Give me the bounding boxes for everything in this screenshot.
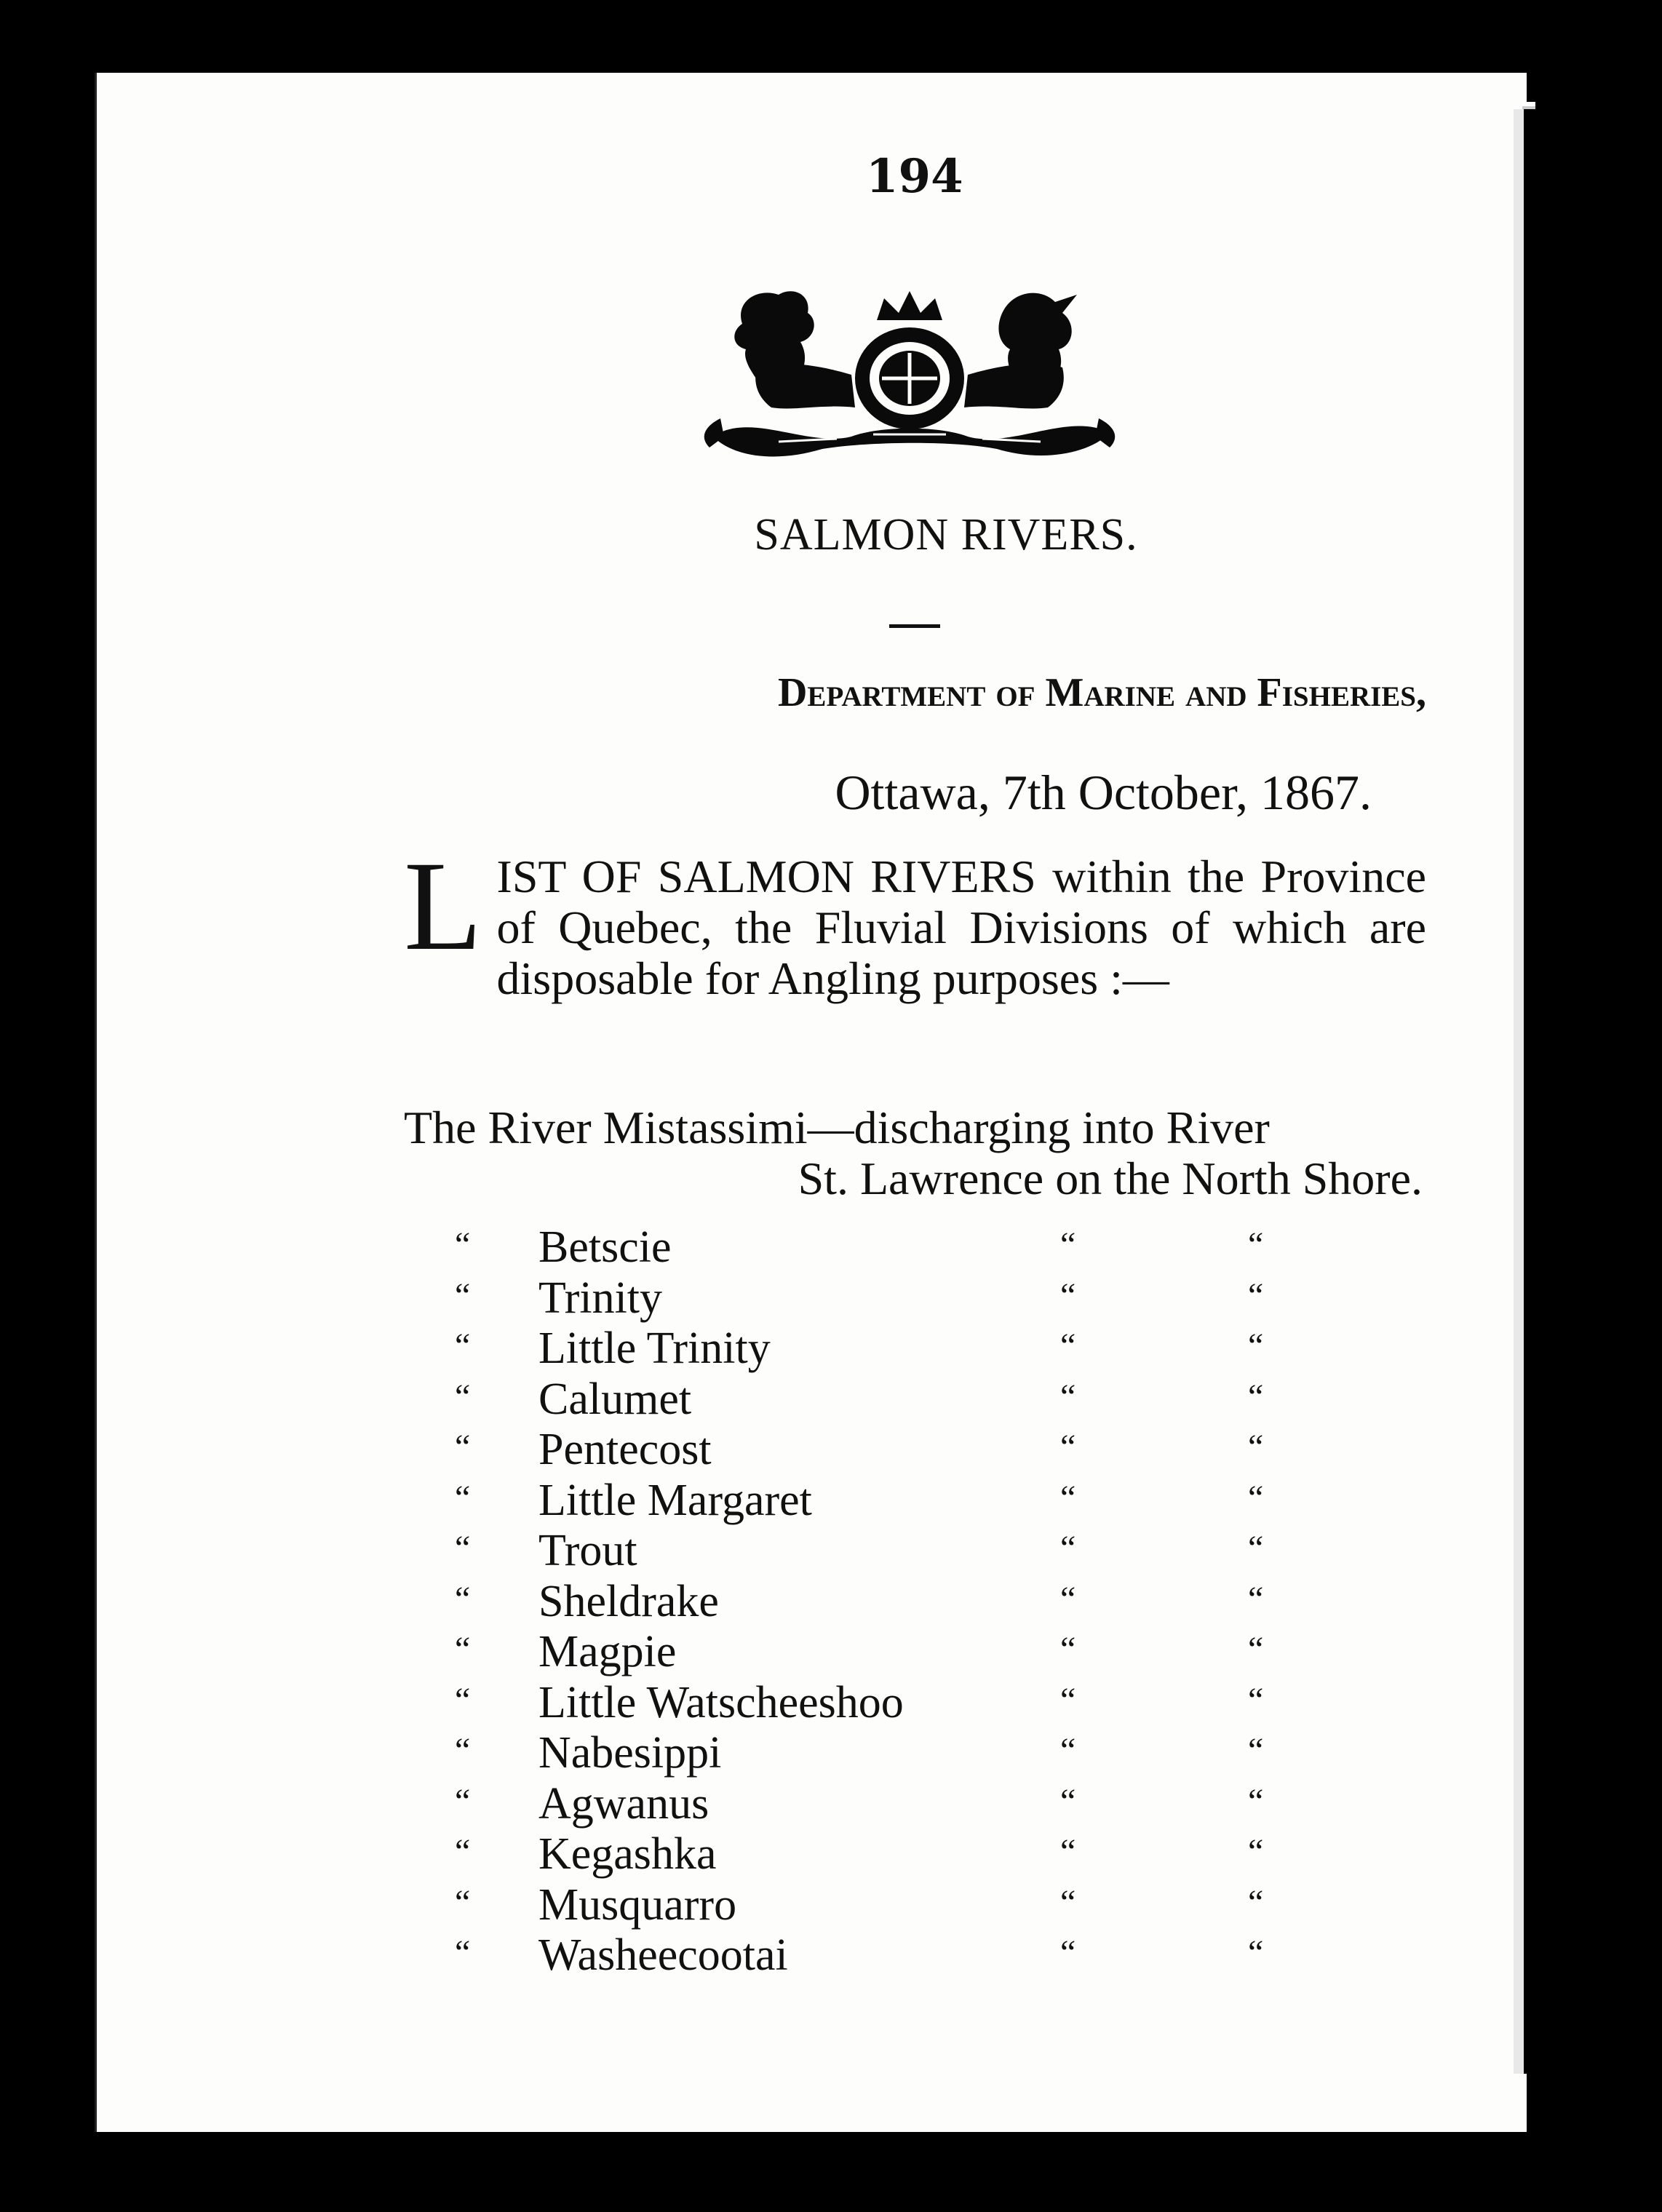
ditto-mark: “ [1060,1579,1076,1618]
river-name: Magpie [538,1627,677,1676]
list-item [455,1728,1328,1779]
river-name: Washeecootai [538,1930,788,1980]
ditto-mark: “ [1248,1529,1264,1567]
ditto-mark: “ [1060,1478,1076,1517]
first-river-line-1: The River Mistassimi—discharging into River [404,1102,1270,1153]
dateline: Ottawa, 7th October, 1867. [835,765,1372,820]
ditto-mark: “ [1248,1832,1264,1871]
ditto-mark: “ [1060,1781,1076,1821]
ditto-mark: “ [455,1579,471,1618]
river-name: Trinity [538,1273,663,1323]
river-name: Agwanus [538,1778,709,1829]
ditto-mark: “ [455,1225,471,1264]
list-item [455,1425,1328,1476]
ditto-mark: “ [455,1529,471,1567]
ditto-mark: “ [1248,1478,1264,1517]
river-name: Betscie [538,1222,672,1272]
ditto-mark: “ [455,1377,471,1416]
ditto-mark: “ [1060,1276,1076,1315]
ditto-mark: “ [1248,1276,1264,1315]
ditto-mark: “ [455,1680,471,1719]
department-heading: Department of Marine and Fisheries, [777,670,1426,715]
ditto-mark: “ [1060,1225,1076,1264]
ditto-mark: “ [455,1630,471,1668]
river-name: Musquarro [538,1879,737,1930]
river-name: Calumet [538,1374,692,1424]
list-item [455,1779,1328,1830]
book-spine [1514,109,1633,2074]
ditto-mark: “ [1248,1428,1264,1466]
ditto-mark: “ [1248,1933,1264,1972]
river-name: Trout [538,1526,637,1575]
river-name: Kegashka [538,1829,717,1879]
ditto-mark: “ [1248,1630,1264,1668]
ditto-mark: “ [1248,1781,1264,1821]
list-item [455,1374,1328,1425]
ditto-mark: “ [455,1781,471,1821]
ditto-mark: “ [1248,1326,1264,1365]
list-item [455,1324,1328,1374]
ditto-mark: “ [455,1428,471,1466]
ditto-mark: “ [1248,1579,1264,1618]
drop-cap: L [404,835,482,977]
ditto-mark: “ [1060,1428,1076,1466]
royal-coat-of-arms-emblem [691,280,1128,477]
ditto-mark: “ [1248,1882,1264,1922]
ditto-mark: “ [455,1478,471,1517]
ditto-mark: “ [1248,1377,1264,1416]
list-item [455,1577,1328,1628]
list-item [455,1829,1328,1880]
ditto-mark: “ [455,1326,471,1365]
river-name: Pentecost [538,1425,712,1474]
title-rule-divider [889,624,940,628]
list-item [455,1930,1328,1981]
river-name: Nabesippi [538,1728,722,1778]
ditto-mark: “ [1060,1377,1076,1416]
river-name: Little Watscheeshoo [538,1677,904,1727]
ditto-mark: “ [1248,1225,1264,1264]
list-item [455,1627,1328,1678]
first-river-entry [404,1102,1430,1204]
ditto-mark: “ [455,1933,471,1972]
ditto-mark: “ [455,1882,471,1922]
ditto-mark: “ [455,1731,471,1770]
list-item [455,1222,1328,1273]
ditto-mark: “ [1248,1731,1264,1770]
river-list [455,1222,1328,1981]
ditto-mark: “ [1060,1882,1076,1922]
intro-paragraph [404,835,1426,1004]
ditto-mark: “ [1060,1933,1076,1972]
ditto-mark: “ [455,1276,471,1315]
river-name: Little Trinity [538,1324,771,1373]
page-number: 194 [866,149,963,204]
list-item [455,1880,1328,1931]
page-title: SALMON RIVERS. [754,510,1138,560]
list-item [455,1476,1328,1527]
river-name: Sheldrake [538,1576,719,1626]
ditto-mark: “ [1060,1529,1076,1567]
list-item [455,1678,1328,1729]
list-item [455,1526,1328,1577]
ditto-mark: “ [1060,1680,1076,1719]
ditto-mark: “ [1060,1832,1076,1871]
intro-text: IST OF SALMON RIVERS within the Province of Quebec, the Fluvial Divisions of which are disposable for Angling purposes :— [496,851,1426,1004]
list-item [455,1273,1328,1324]
ditto-mark: “ [1060,1630,1076,1668]
ditto-mark: “ [455,1832,471,1871]
ditto-mark: “ [1060,1731,1076,1770]
ditto-mark: “ [1248,1680,1264,1719]
ditto-mark: “ [1060,1326,1076,1365]
river-name: Little Margaret [538,1475,812,1525]
first-river-line-2: St. Lawrence on the North Shore. [798,1153,1423,1204]
